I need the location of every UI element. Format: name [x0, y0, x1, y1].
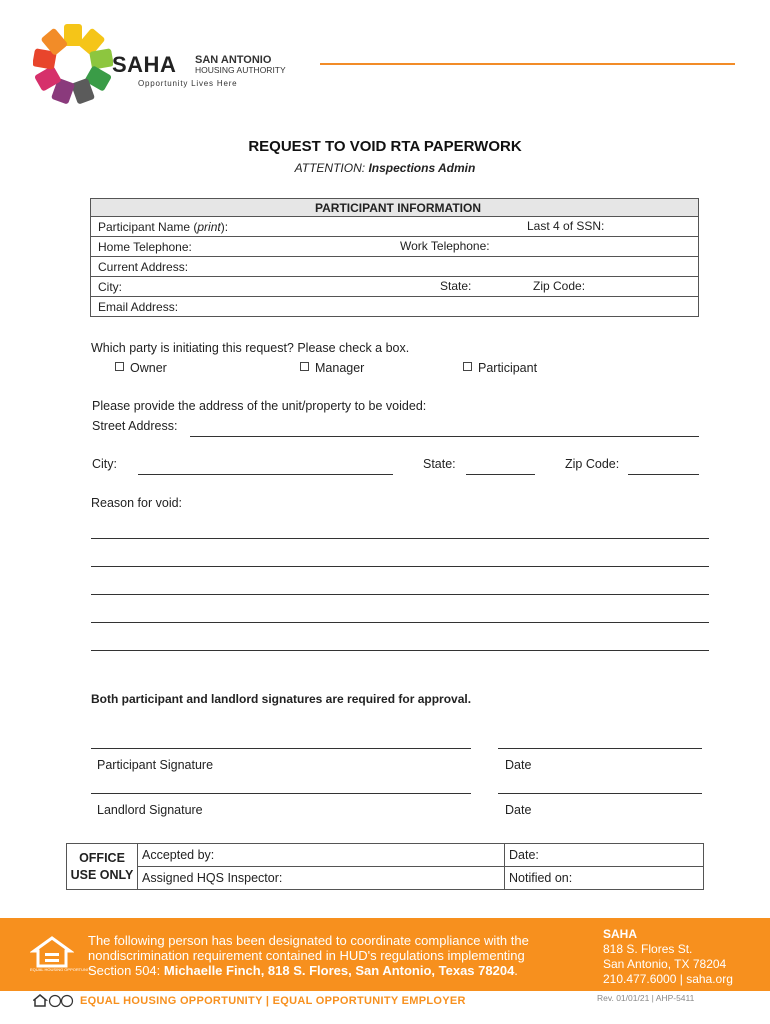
checkbox-icon — [463, 362, 472, 371]
revision-text: Rev. 01/01/21 | AHP-5411 — [597, 993, 695, 1003]
state-label: State: — [440, 279, 472, 293]
participant-signature-label: Participant Signature — [97, 758, 214, 772]
footer-contact: SAHA 818 S. Flores St. San Antonio, TX 78204 210.477.6000 | saha.org — [603, 927, 733, 986]
email-field[interactable] — [91, 297, 699, 317]
equal-opportunity-text: EQUAL HOUSING OPPORTUNITY | EQUAL OPPORTUNITY EMPLOYER — [80, 995, 466, 1007]
street-address-input[interactable] — [190, 436, 699, 437]
notified-on-field[interactable]: Notified on: — [505, 867, 704, 890]
reason-line-3[interactable] — [91, 594, 709, 595]
unit-city-input[interactable] — [138, 474, 393, 475]
unit-city-label: City: — [92, 457, 117, 471]
participant-info-table — [90, 198, 699, 317]
logo-mark-icon — [33, 22, 113, 106]
city-label: City: — [98, 279, 122, 294]
unit-zip-input[interactable] — [628, 474, 699, 475]
reason-line-1[interactable] — [91, 538, 709, 539]
participant-name-label: Participant Name (print): — [98, 219, 229, 234]
signature-notice: Both participant and landlord signatures are required for approval. — [91, 692, 472, 706]
unit-state-label: State: — [423, 457, 456, 471]
work-phone-label: Work Telephone: — [400, 239, 490, 253]
participant-date-label: Date — [505, 758, 532, 772]
equal-housing-logo — [30, 934, 94, 983]
accepted-by-field[interactable]: Accepted by: — [138, 844, 505, 867]
zip-label: Zip Code: — [533, 279, 586, 293]
street-address-label: Street Address: — [92, 419, 178, 433]
attention-value: Inspections Admin — [368, 161, 476, 175]
home-phone-label: Home Telephone: — [98, 239, 192, 254]
equal-housing-logo-text: EQUAL HOUSING OPPORTUNITY — [30, 967, 94, 972]
inspector-field[interactable]: Assigned HQS Inspector: — [138, 867, 505, 890]
footer-compliance-text: The following person has been designated to coordinate compliance with the nondiscrimination requirement contained in HUD's regulations implementing Section 504: Michaelle Finch, 818 S. Flores, San Antonio, Texas 78204. — [88, 933, 529, 978]
attention-label: ATTENTION: — [294, 161, 366, 175]
landlord-date-label: Date — [505, 803, 532, 817]
city-state-zip-field[interactable] — [91, 277, 699, 297]
reason-label: Reason for void: — [91, 496, 183, 510]
reason-line-5[interactable] — [91, 650, 709, 651]
office-date-field[interactable]: Date: — [505, 844, 704, 867]
attention-line — [0, 161, 770, 175]
header-rule — [320, 63, 735, 65]
reason-line-4[interactable] — [91, 622, 709, 623]
office-use-label: OFFICE USE ONLY — [67, 844, 138, 890]
footer-band — [0, 918, 770, 991]
party-question: Which party is initiating this request? Please check a box. — [91, 341, 410, 355]
reason-line-2[interactable] — [91, 566, 709, 567]
form-title: REQUEST TO VOID RTA PAPERWORK — [248, 138, 522, 155]
unit-address-prompt: Please provide the address of the unit/property to be voided: — [92, 399, 427, 413]
office-use-table — [66, 843, 704, 890]
checkbox-icon — [300, 362, 309, 371]
unit-zip-label: Zip Code: — [565, 457, 620, 471]
participant-checkbox[interactable]: Participant — [463, 361, 537, 375]
owner-checkbox[interactable]: Owner — [115, 361, 167, 375]
logo-org-line2: HOUSING AUTHORITY — [195, 65, 286, 75]
equal-housing-emblem-icon — [33, 994, 75, 1008]
logo-org-line1: SAN ANTONIO — [195, 54, 272, 66]
landlord-signature-line[interactable] — [91, 793, 471, 794]
manager-checkbox[interactable]: Manager — [300, 361, 364, 375]
current-address-label: Current Address: — [98, 259, 189, 274]
landlord-signature-label: Landlord Signature — [97, 803, 203, 817]
landlord-date-line[interactable] — [498, 793, 702, 794]
telephone-field[interactable] — [91, 237, 699, 257]
unit-state-input[interactable] — [466, 474, 535, 475]
participant-date-line[interactable] — [498, 748, 702, 749]
participant-info-heading: PARTICIPANT INFORMATION — [91, 199, 699, 217]
checkbox-icon — [115, 362, 124, 371]
email-label: Email Address: — [98, 299, 179, 314]
ssn-label: Last 4 of SSN: — [527, 219, 605, 233]
participant-name-field[interactable] — [91, 217, 699, 237]
logo-name: SAHA — [112, 52, 177, 77]
footer-emblems — [33, 994, 75, 1008]
participant-signature-line[interactable] — [91, 748, 471, 749]
logo-tagline: Opportunity Lives Here — [138, 79, 238, 88]
current-address-field[interactable] — [91, 257, 699, 277]
